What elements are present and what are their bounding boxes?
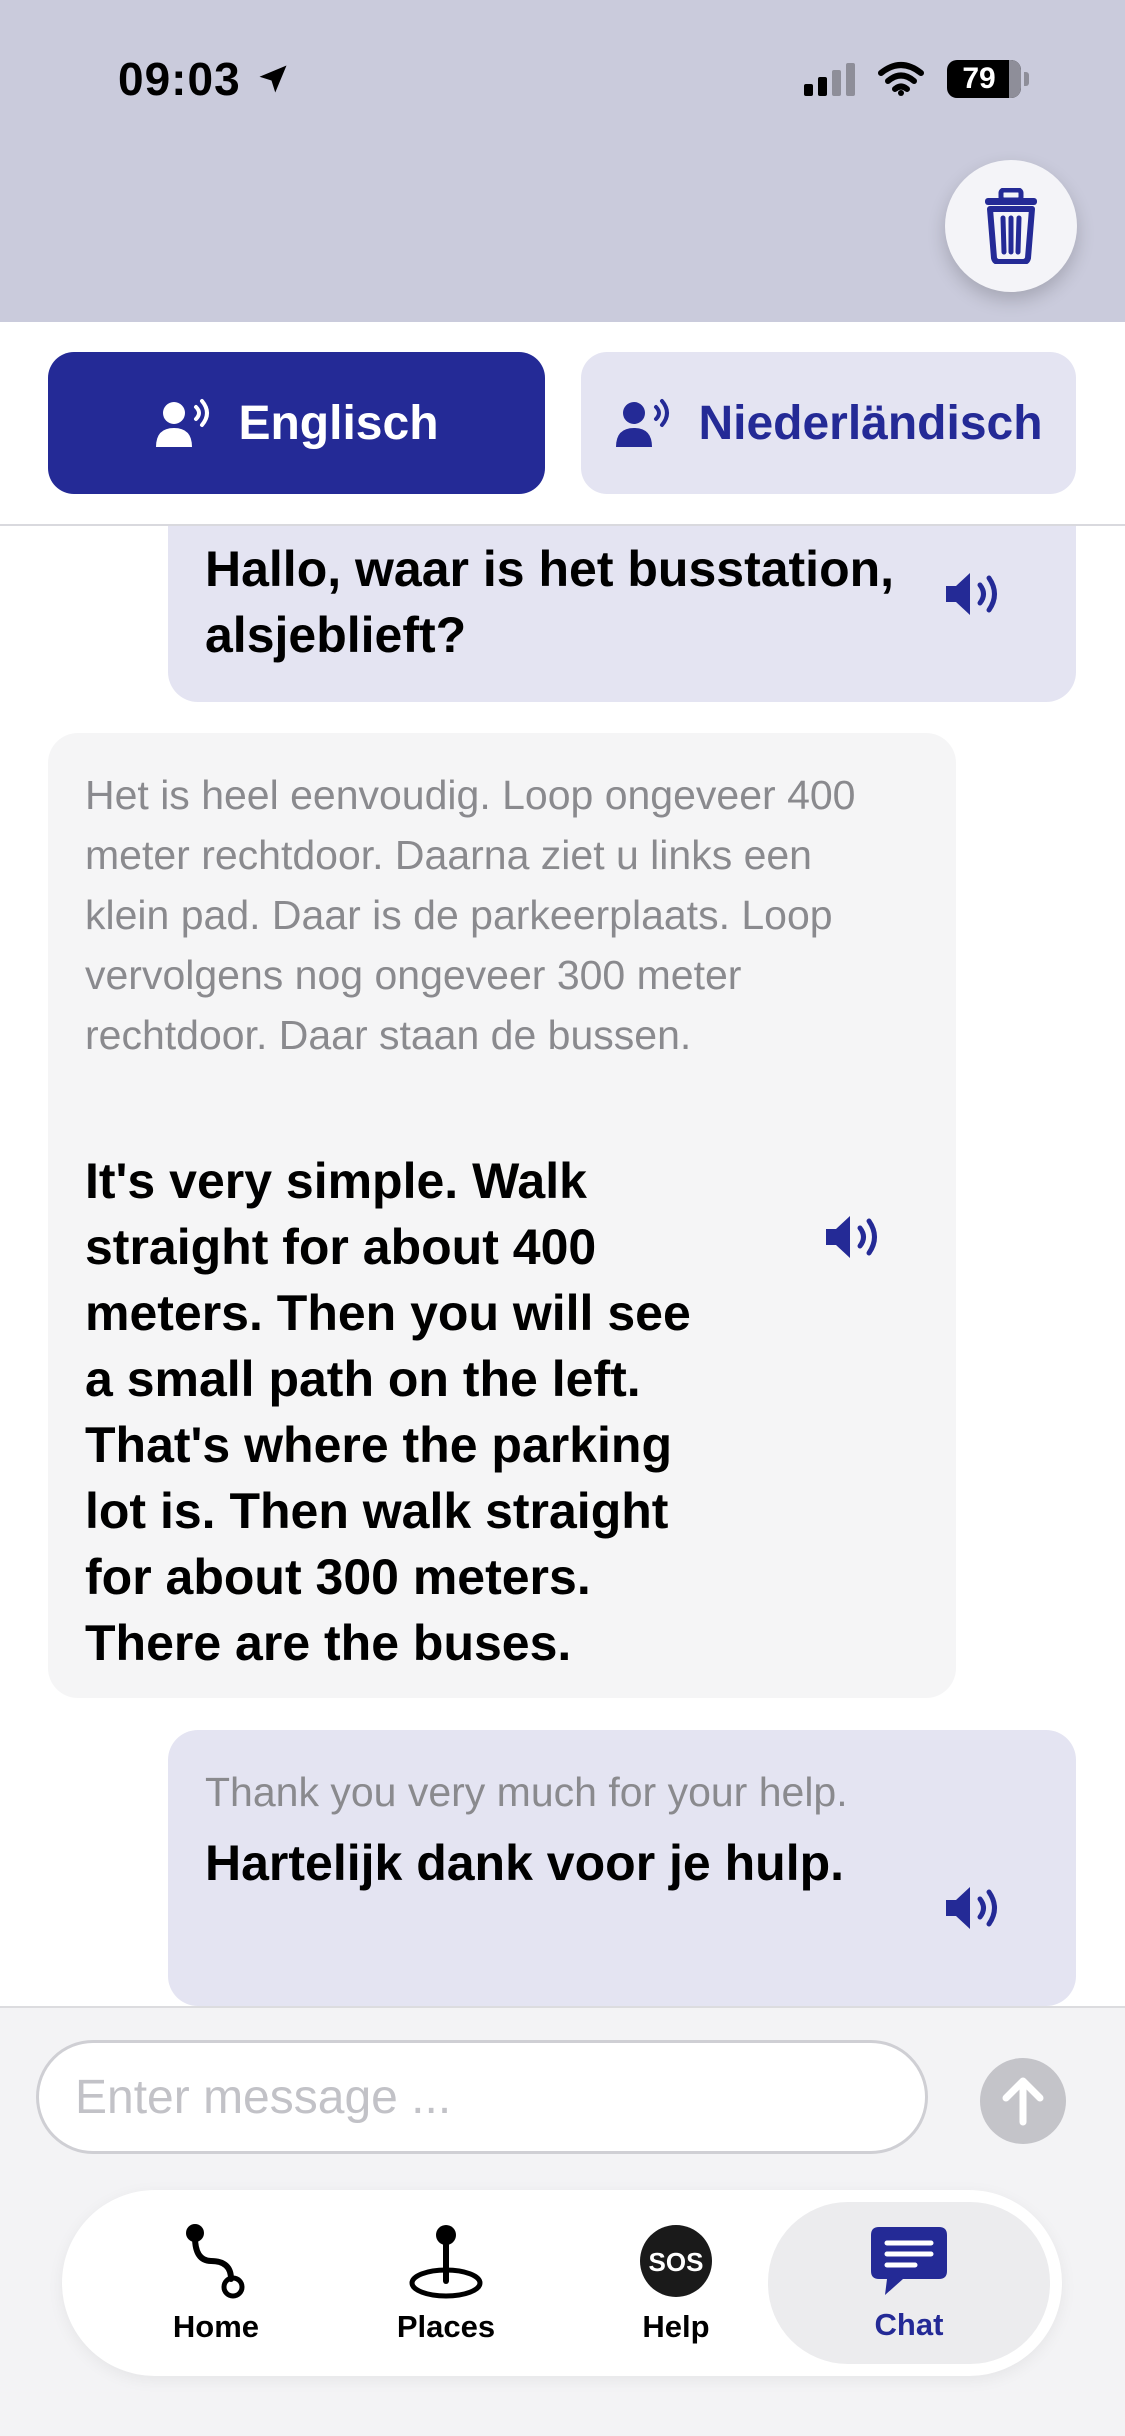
- composer-area: [0, 2006, 1125, 2436]
- message-bubble-outgoing: [168, 1730, 1076, 2006]
- trash-icon: [979, 188, 1043, 264]
- tab-home-label: Home: [172, 2309, 260, 2344]
- tab-home[interactable]: [106, 2202, 326, 2364]
- tab-help-label: Help: [642, 2309, 710, 2344]
- speaker-person-icon: [614, 397, 676, 449]
- battery-level: 79: [962, 62, 996, 95]
- wifi-icon: [877, 61, 925, 97]
- message-bubble-incoming: [48, 733, 956, 1698]
- tab-chat[interactable]: [768, 2202, 1050, 2364]
- header-area: [0, 0, 1125, 322]
- sos-icon: [636, 2221, 716, 2301]
- language-selector: [0, 322, 1125, 526]
- tab-places[interactable]: [336, 2202, 556, 2364]
- clear-chat-button[interactable]: [945, 160, 1077, 292]
- message-original-text: Thank you very much for your help.: [205, 1769, 848, 1815]
- language-source-label: Englisch: [238, 396, 439, 450]
- speaker-icon[interactable]: [942, 568, 1006, 620]
- chat-bubble-icon: [869, 2223, 949, 2299]
- status-time-text: 09:03: [118, 53, 241, 105]
- message-translation-text: Hartelijk dank voor je hulp.: [205, 1835, 845, 1891]
- message-translation-text: Hallo, waar is het busstation, alsjeblieft?: [205, 541, 895, 663]
- tab-chat-label: Chat: [874, 2307, 944, 2342]
- message-input[interactable]: [36, 2040, 928, 2154]
- location-arrow-icon: [255, 61, 291, 97]
- speaker-person-icon: [154, 397, 216, 449]
- language-target-label: Niederländisch: [698, 396, 1043, 450]
- message-bubble-outgoing: [168, 526, 1076, 702]
- language-button-target[interactable]: [581, 352, 1076, 494]
- tab-help[interactable]: [566, 2202, 786, 2364]
- arrow-up-icon: [1000, 2076, 1046, 2126]
- tab-bar: [62, 2190, 1062, 2376]
- message-original-text: Het is heel eenvoudig. Loop ongeveer 400 meter rechtdoor. Daarna ziet u links een klein pad. Daar is de parkeerplaats. Loop vervolgens nog ongeveer 300 meter rechtdoor. Daar staan de bussen.: [85, 772, 856, 1058]
- speaker-icon[interactable]: [942, 1882, 1006, 1934]
- language-button-source[interactable]: [48, 352, 545, 494]
- cellular-signal-icon: [804, 62, 855, 96]
- send-button[interactable]: [980, 2058, 1066, 2144]
- map-pin-icon: [406, 2221, 486, 2301]
- status-icons: [804, 60, 1021, 98]
- tab-places-label: Places: [396, 2309, 496, 2344]
- message-translation-text: It's very simple. Walk straight for about 400 meters. Then you will see a small path on the left. That's where the parking lot is. Then walk straight for about 300 meters. There are the buses.: [85, 1153, 691, 1671]
- svg-text:SOS: SOS: [648, 2247, 704, 2277]
- battery-icon: [947, 60, 1021, 98]
- chat-messages: [0, 526, 1125, 2006]
- status-time: [118, 52, 291, 106]
- speaker-icon[interactable]: [822, 1211, 886, 1263]
- route-icon: [181, 2221, 251, 2301]
